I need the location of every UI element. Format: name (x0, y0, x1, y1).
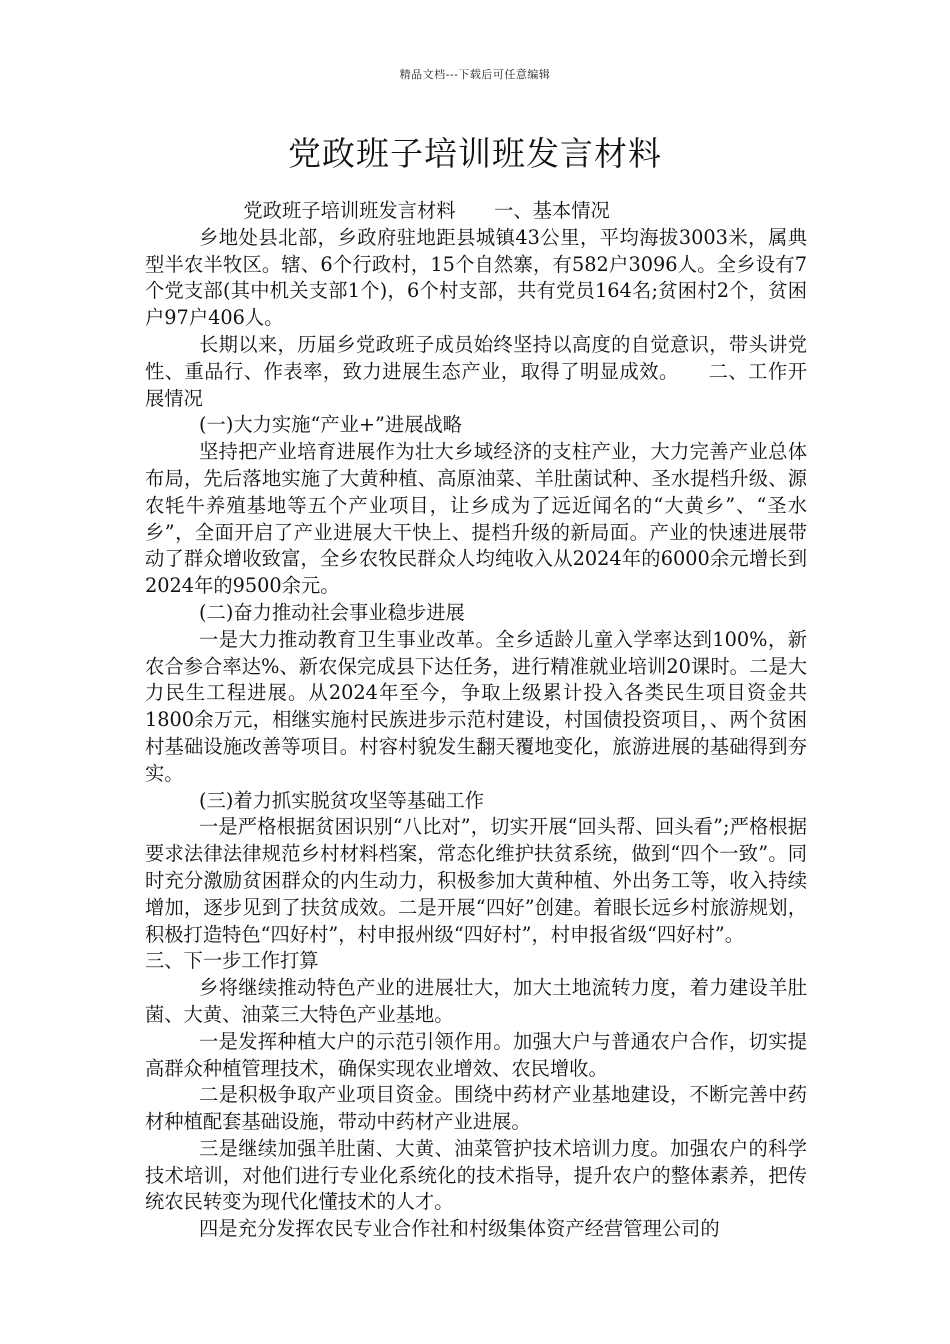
subheading-industry-strategy: (一)大力实施“产业+”进展战略 (199, 413, 463, 437)
heading-next-steps: 三、下一步工作打算 (145, 949, 319, 973)
subheading-poverty-alleviation: (三)着力抓实脱贫攻坚等基础工作 (199, 788, 485, 812)
paragraph-leadership: 长期以来，历届乡党政班子成员始终坚持以高度的自觉意识，带头讲党性、重品行、作表率，致力进展生态产业，取得了明显成效。 二、工作开展情况 (145, 332, 807, 410)
paragraph-poverty-alleviation: 一是严格根据贫困识别“八比对”，切实开展“回头帮、回头看”;严格根据要求法律法律规范乡村材料档案，常态化维护扶贫系统，做到“四个一致”。同时充分激励贫困群众的内生动力，积极参加大黄种植、外出务工等，收入持续增加，逐步见到了扶贫成效。二是开展“四好”创建。着眼长远乡村旅游规划，积极打造特色“四好村”，村申报州级“四好村”，村申报省级“四好村”。 (145, 815, 807, 946)
paragraph-basic-info: 乡地处县北部，乡政府驻地距县城镇43公里，平均海拔3003米，属典型半农半牧区。辖、6个行政村，15个自然寨，有582户3096人。全乡设有7个党支部(其中机关支部1个)，6个村支部，共有党员164名;贫困村2个，贫困户97户406人。 (145, 225, 807, 330)
page-header-note: 精品文档---下载后可任意编辑 (399, 68, 551, 81)
subheading-social-affairs: (二)奋力推动社会事业稳步进展 (199, 600, 465, 624)
paragraph-social-affairs: 一是大力推动教育卫生事业改革。全乡适龄儿童入学率达到100%，新农合参合率达%、新农保完成县下达任务，进行精准就业培训20课时。二是大力民生工程进展。从2024年至今，争取上级累计投入各类民生项目资金共1800余万元，相继实施村民族进步示范村建设，村国债投资项目，、两个贫困村基础设施改善等项目。村容村貌发生翻天覆地变化，旅游进展的基础得到夯实。 (145, 627, 807, 785)
paragraph-next-step-4: 四是充分发挥农民专业合作社和村级集体资产经营管理公司的 (199, 1217, 720, 1241)
document-body (145, 198, 807, 1243)
paragraph-next-step-3: 三是继续加强羊肚菌、大黄、油菜管护技术培训力度。加强农户的科学技术培训，对他们进行专业化系统化的技术指导，提升农户的整体素养，把传统农民转变为现代化懂技术的人才。 (145, 1136, 807, 1214)
paragraph-intro-headings: 党政班子培训班发言材料 一、基本情况 (243, 199, 610, 222)
paragraph-next-step-1: 一是发挥种植大户的示范引领作用。加强大户与普通农户合作，切实提高群众种植管理技术，确保实现农业增效、农民增收。 (145, 1029, 807, 1080)
document-title: 党政班子培训班发言材料 (288, 134, 662, 173)
paragraph-next-step-2: 二是积极争取产业项目资金。围绕中药材产业基地建设，不断完善中药材种植配套基础设施，带动中药材产业进展。 (145, 1083, 807, 1134)
paragraph-industry: 坚持把产业培育进展作为壮大乡域经济的支柱产业，大力完善产业总体布局，先后落地实施了大黄种植、高原油菜、羊肚菌试种、圣水提档升级、源农牦牛养殖基地等五个产业项目，让乡成为了远近闻名的“大黄乡”、“圣水乡”，全面开启了产业进展大干快上、提档升级的新局面。产业的快速进展带动了群众增收致富，全乡农牧民群众人均纯收入从2024年的6000余元增长到2024年的9500余元。 (145, 440, 807, 598)
paragraph-next-steps-intro: 乡将继续推动特色产业的进展壮大，加大土地流转力度，着力建设羊肚菌、大黄、油菜三大特色产业基地。 (145, 976, 807, 1026)
